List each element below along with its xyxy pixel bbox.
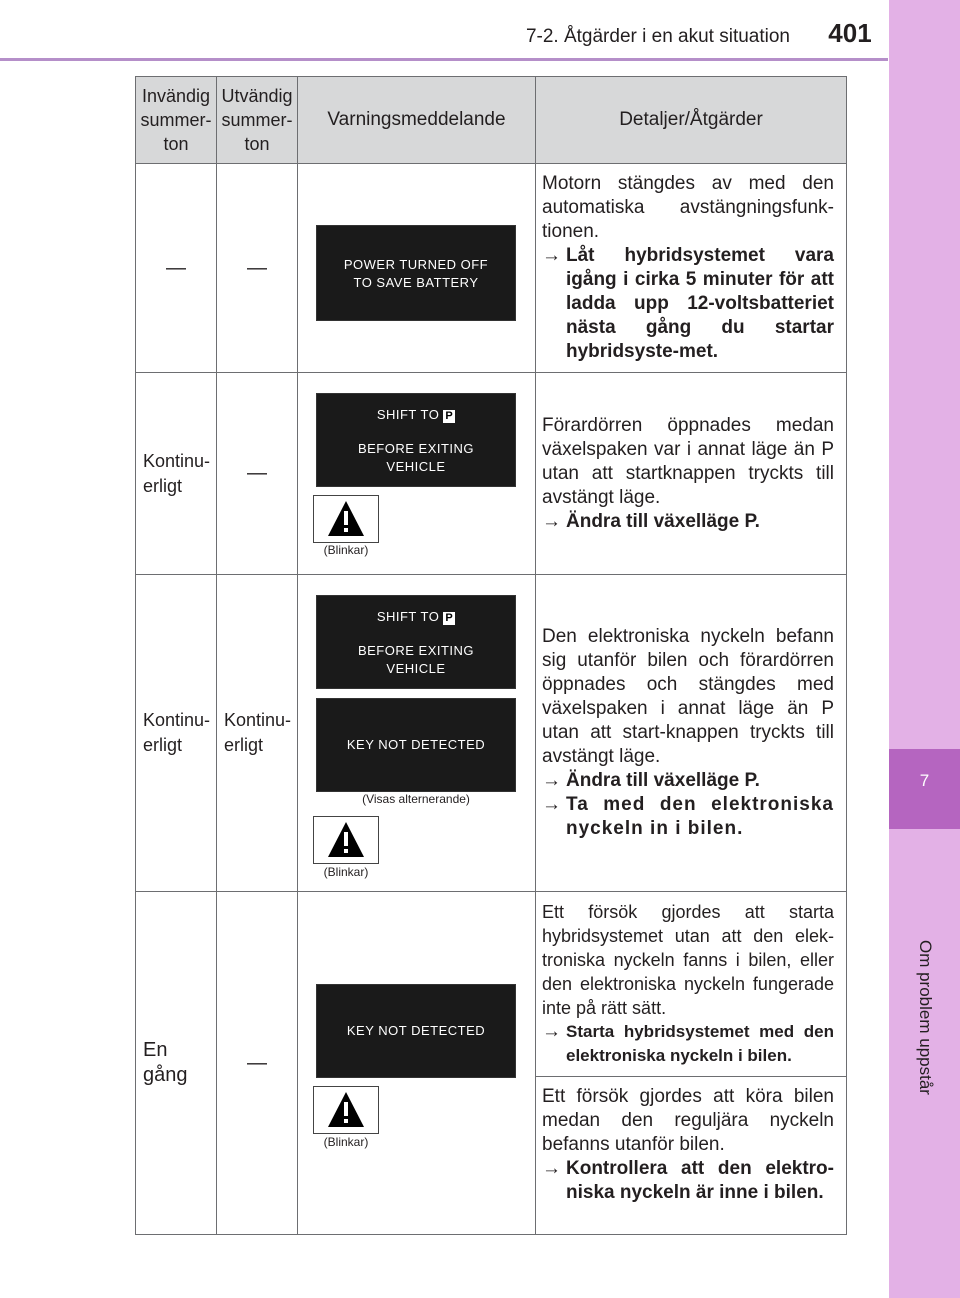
alternate-caption: (Visas alternerande) xyxy=(362,792,470,806)
warning-message-cell xyxy=(298,373,536,575)
table-row xyxy=(136,575,847,892)
display-screen xyxy=(316,393,516,487)
table-row xyxy=(136,164,847,373)
warning-message-cell xyxy=(298,164,536,373)
warning-message-cell xyxy=(298,575,536,892)
outer-buzzer: Kontinu-erligt xyxy=(217,575,298,892)
inner-buzzer: Kontinu-erligt xyxy=(136,575,217,892)
blink-caption: (Blinkar) xyxy=(323,543,369,557)
display-screen xyxy=(316,984,516,1078)
warning-table xyxy=(135,76,847,1235)
section-title: 7-2. Åtgärder i en akut situation xyxy=(525,26,790,47)
chapter-label: Om problem uppstår xyxy=(916,940,935,1095)
details-cell xyxy=(536,892,847,1235)
action-line xyxy=(542,1157,834,1205)
details-cell xyxy=(536,575,847,892)
arrow-icon: → xyxy=(542,1021,561,1042)
park-badge: P xyxy=(445,612,454,624)
inner-buzzer: — xyxy=(136,164,217,373)
warning-message-cell xyxy=(298,892,536,1235)
blink-caption: (Blinkar) xyxy=(323,1135,369,1149)
action-line xyxy=(542,244,834,364)
col2-line: ton xyxy=(244,134,270,154)
detail-text: Den elektroniska nyckeln befann sig utanför bilen och förardörren öppnades och stängdes med växelspaken i annat läge än P utan att start-knappen tryckts till avstängt läge. xyxy=(542,626,834,767)
arrow-icon: → xyxy=(542,1158,561,1179)
warning-icon-box xyxy=(313,816,379,864)
warning-triangle-icon xyxy=(326,499,366,539)
header-rule xyxy=(0,58,888,61)
side-band xyxy=(889,0,960,1298)
table-header xyxy=(136,77,847,164)
col1-line: Invändig xyxy=(141,86,211,106)
column-header-details: Detaljer/Åtgärder xyxy=(536,77,847,164)
screen-line: VEHICLE xyxy=(386,459,446,474)
display-screen xyxy=(316,595,516,689)
action-line xyxy=(542,769,834,793)
screen-line: BEFORE EXITING xyxy=(357,441,475,456)
table-row xyxy=(136,892,847,1235)
table-row xyxy=(136,373,847,575)
details-cell xyxy=(536,373,847,575)
action-text: Ändra till växelläge P. xyxy=(566,770,760,791)
warning-icon-box xyxy=(313,1086,379,1134)
arrow-icon: → xyxy=(542,794,561,815)
col1-line: ton xyxy=(163,134,189,154)
screen-line: VEHICLE xyxy=(386,661,446,676)
detail-text: Ett försök gjordes att starta hybridsystemet utan att den elek-troniska nyckeln fanns i bilen, eller den elektroniska nyckeln fungerade inte på rätt sätt. xyxy=(542,902,834,1018)
col2-line: Utvändig xyxy=(221,86,293,106)
action-text: Låt hybridsystemet vara igång i cirka 5 minuter för att ladda upp 12-voltsbatteriet nästa gång du startar hybridsyste-met. xyxy=(566,245,834,362)
action-text: Ändra till växelläge P. xyxy=(566,510,760,532)
action-text: Kontrollera att den elektro-niska nyckeln är inne i bilen. xyxy=(566,1158,834,1203)
chapter-number: 7 xyxy=(919,771,930,790)
column-header-outer xyxy=(217,77,298,164)
chapter-tab xyxy=(889,749,960,829)
blink-caption: (Blinkar) xyxy=(323,865,369,879)
warning-icon-box xyxy=(313,495,379,543)
page-number: 401 xyxy=(828,18,872,48)
park-badge: P xyxy=(445,410,454,422)
details-subcell xyxy=(536,1077,846,1213)
column-header-message: Varningsmeddelande xyxy=(298,77,536,164)
details-subcell xyxy=(536,892,846,1077)
action-text: Starta hybridsystemet med den elektroniska nyckeln i bilen. xyxy=(566,1022,834,1065)
action-text: Ta med den elektroniska nyckeln in i bilen. xyxy=(566,794,834,839)
col1-line: summer- xyxy=(140,110,212,130)
detail-text: Ett försök gjordes att köra bilen medan den reguljära nyckeln befanns utanför bilen. xyxy=(542,1086,834,1155)
action-line xyxy=(542,793,834,841)
screen-line: TO SAVE BATTERY xyxy=(353,275,479,290)
display-screen xyxy=(316,225,516,321)
warning-triangle-icon xyxy=(326,820,366,860)
screen-line: POWER TURNED OFF xyxy=(343,257,489,272)
column-header-inner xyxy=(136,77,217,164)
screen-line: SHIFT TO xyxy=(376,609,440,624)
action-line xyxy=(542,1020,834,1068)
arrow-icon: → xyxy=(542,245,561,266)
outer-buzzer: — xyxy=(217,164,298,373)
screen-line: SHIFT TO xyxy=(376,407,440,422)
inner-buzzer: En gång xyxy=(136,892,217,1235)
outer-buzzer: — xyxy=(217,892,298,1235)
inner-buzzer: Kontinu-erligt xyxy=(136,373,217,575)
screen-line: KEY NOT DETECTED xyxy=(346,737,486,752)
arrow-icon: → xyxy=(542,770,561,791)
details-cell xyxy=(536,164,847,373)
detail-text: Förardörren öppnades medan växelspaken var i annat läge än P utan att startknappen tryckts till avstängt läge. xyxy=(542,414,834,508)
action-line xyxy=(542,510,834,534)
screen-line: KEY NOT DETECTED xyxy=(346,1023,486,1038)
warning-triangle-icon xyxy=(326,1090,366,1130)
arrow-icon: → xyxy=(542,510,561,532)
outer-buzzer: — xyxy=(217,373,298,575)
col2-line: summer- xyxy=(221,110,293,130)
screen-line: BEFORE EXITING xyxy=(357,643,475,658)
detail-text: Motorn stängdes av med den automatiska avstängningsfunk-tionen. xyxy=(542,173,834,242)
display-screen-alt xyxy=(316,698,516,792)
